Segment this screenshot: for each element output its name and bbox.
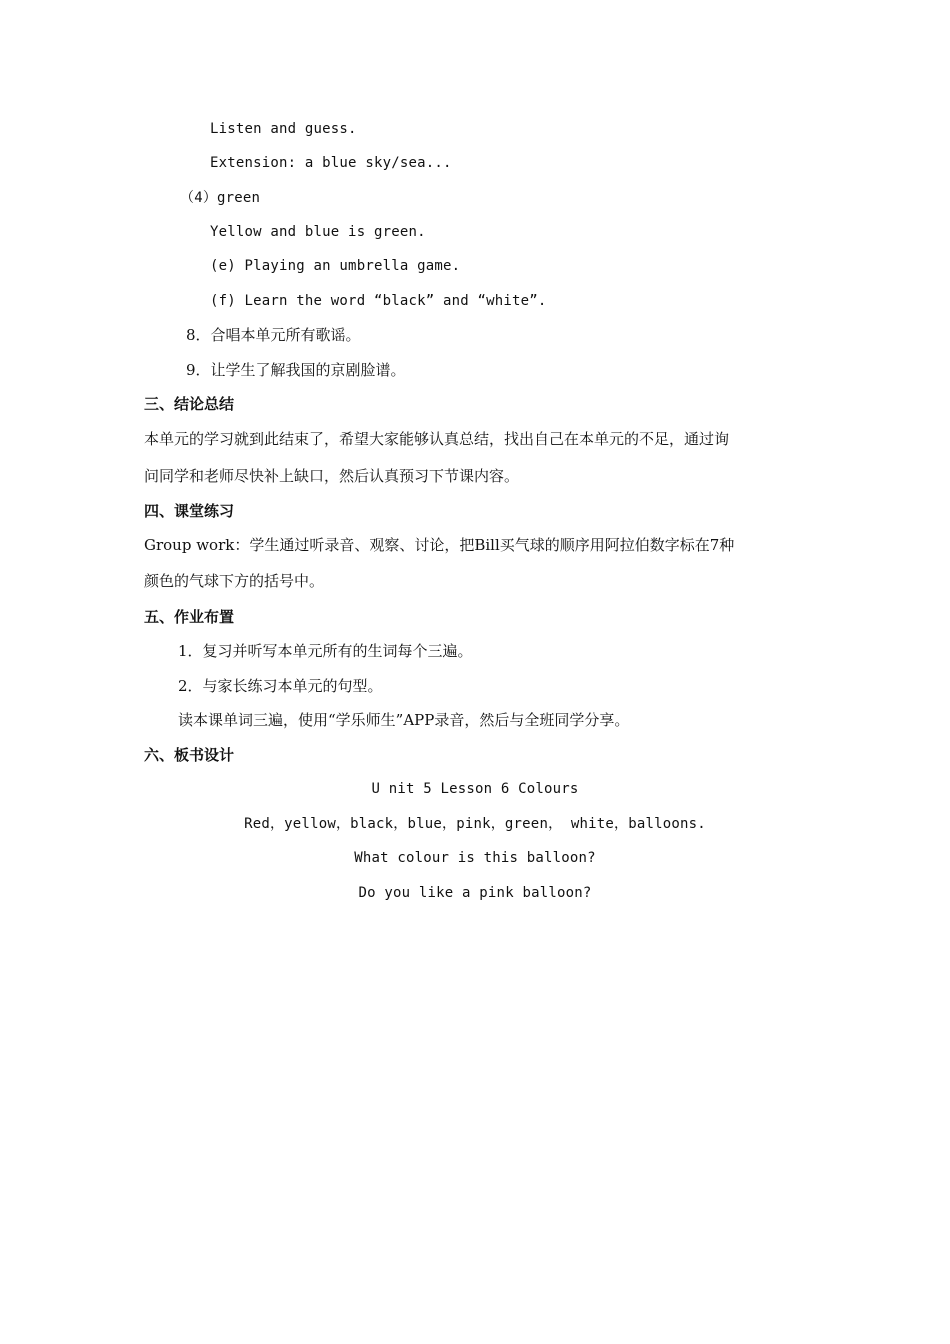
conclusion-heading: 三、结论总结 — [144, 395, 235, 413]
item-e-line: (e) Playing an umbrella game. — [210, 258, 461, 274]
practice-paragraph-line-1: Group work：学生通过听录音、观察、讨论，把Bill买气球的顺序用阿拉伯数字标在7种 — [144, 536, 735, 554]
practice-heading: 四、课堂练习 — [144, 502, 235, 520]
board-question-line: What colour is this balloon? — [354, 850, 596, 866]
board-vocabulary-line: Red，yellow，black，blue，pink，green， white，balloons. — [244, 816, 706, 832]
conclusion-paragraph-line-2: 问同学和老师尽快补上缺口，然后认真预习下节课内容。 — [144, 467, 520, 485]
listen-guess-line: Listen and guess. — [210, 121, 357, 137]
item-f-line: (f) Learn the word “black” and “white”. — [210, 293, 547, 309]
board-pink-balloon-line: Do you like a pink balloon? — [358, 885, 592, 901]
step-9-line: 9．让学生了解我国的京剧脸谱。 — [186, 361, 406, 379]
yellow-blue-line: Yellow and blue is green. — [210, 224, 426, 240]
homework-heading: 五、作业布置 — [144, 608, 235, 626]
board-title-line: U nit 5 Lesson 6 Colours — [371, 781, 579, 797]
extension-line: Extension: a blue sky/sea... — [210, 155, 452, 171]
item-4-green: （4）green — [180, 190, 261, 206]
homework-item-1: 1．复习并听写本单元所有的生词每个三遍。 — [178, 642, 473, 660]
board-design-heading: 六、板书设计 — [144, 746, 235, 764]
step-8-line: 8．合唱本单元所有歌谣。 — [186, 326, 361, 344]
conclusion-paragraph-line-1: 本单元的学习就到此结束了，希望大家能够认真总结，找出自己在本单元的不足，通过询 — [144, 430, 730, 448]
homework-item-2: 2．与家长练习本单元的句型。 — [178, 677, 383, 695]
homework-item-3: 读本课单词三遍，使用“学乐师生”APP录音，然后与全班同学分享。 — [178, 711, 630, 729]
practice-paragraph-line-2: 颜色的气球下方的括号中。 — [144, 572, 325, 590]
